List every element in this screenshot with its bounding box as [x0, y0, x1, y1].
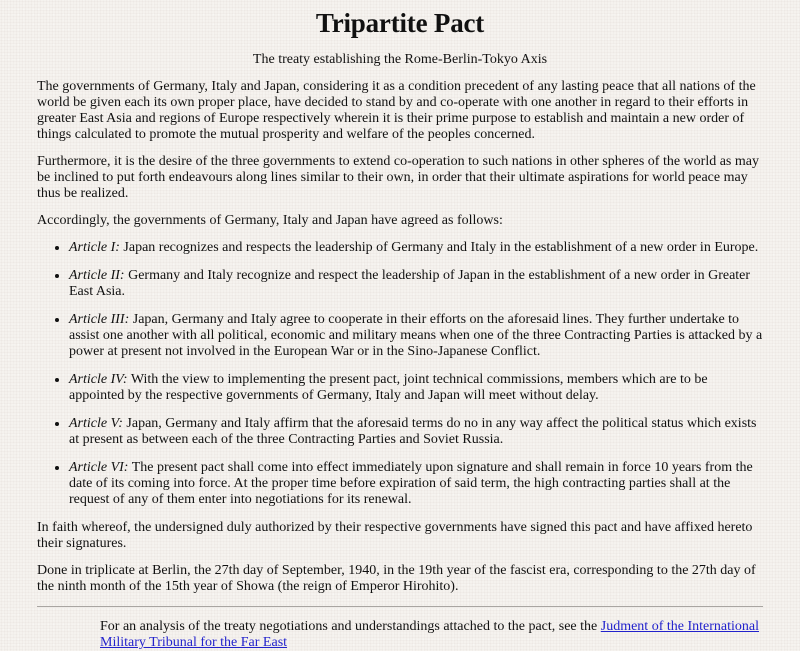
article-text: Japan, Germany and Italy agree to cooperate in their efforts on the aforesaid lines. They further undertake to assist one another with all political, economic and military means when one of the three Contracting Parties is attacked by a power at present not involved in the European War or in the Sino-Japanese Conflict.: [69, 312, 763, 359]
article-text: Japan, Germany and Italy affirm that the aforesaid terms do no in any way affect the political status which exists at present as between each of the three Contracting Parties and Soviet Russia.: [69, 416, 757, 447]
article-item: [69, 460, 763, 508]
articles-list: [37, 240, 763, 508]
page-subtitle: The treaty establishing the Rome-Berlin-Tokyo Axis: [252, 52, 548, 67]
footer-note-text: For an analysis of the treaty negotiations and understandings attached to the pact, see the: [100, 619, 601, 634]
article-item: [69, 372, 763, 404]
article-text: Japan recognizes and respects the leadership of Germany and Italy in the establishment of a new order in Europe.: [119, 240, 759, 255]
date-paragraph: Done in triplicate at Berlin, the 27th day of September, 1940, in the 19th year of the fascist era, corresponding to the 27th day of the ninth month of the 15th year of Showa (the reign of Emperor Hirohito).: [37, 563, 756, 594]
signature-paragraph: In faith whereof, the undersigned duly authorized by their respective governments have signed this pact and have affixed hereto their signatures.: [37, 520, 753, 551]
page-title: Tripartite Pact: [315, 8, 485, 38]
horizontal-divider: [37, 606, 763, 608]
article-item: [69, 240, 763, 256]
article-text: Germany and Italy recognize and respect the leadership of Japan in the establishment of a new order in Greater East Asia.: [69, 268, 751, 299]
preamble-paragraph: The governments of Germany, Italy and Japan, considering it as a condition precedent of any lasting peace that all nations of the world be given each its own proper place, have decided to stand by and co-operate with one another in regard to their efforts in greater East Asia and regions of Europe respectively wherein it is their prime purpose to establish and maintain a new order of things calculated to promote the mutual prosperity and welfare of the peoples concerned.: [37, 79, 756, 142]
footer-note: [100, 619, 763, 651]
article-label: Article II:: [69, 268, 125, 283]
article-item: [69, 268, 763, 300]
article-item: [69, 312, 763, 360]
article-label: Article I:: [69, 240, 120, 255]
article-label: Article IV:: [69, 372, 128, 387]
agreement-intro-paragraph: Accordingly, the governments of Germany, Italy and Japan have agreed as follows:: [37, 213, 503, 228]
tribunal-judgment-link[interactable]: Judment of the International Military Tribunal for the Far East: [100, 619, 759, 650]
article-label: Article V:: [69, 416, 123, 431]
cooperation-paragraph: Furthermore, it is the desire of the three governments to extend co-operation to such nations in other spheres of the world as may be inclined to put forth endeavours along lines similar to their own, in order that their ultimate aspirations for world peace may thus be realized.: [37, 154, 759, 201]
article-label: Article VI:: [69, 460, 129, 475]
article-item: [69, 416, 763, 448]
article-text: With the view to implementing the present pact, joint technical commissions, members which are to be appointed by the respective governments of Germany, Italy and Japan will meet without delay.: [69, 372, 708, 403]
article-label: Article III:: [69, 312, 130, 327]
article-text: The present pact shall come into effect immediately upon signature and shall remain in force 10 years from the date of its coming into force. At the proper time before expiration of said term, the high contracting parties shall at the request of any of them enter into negotiations for its renewal.: [69, 460, 753, 507]
